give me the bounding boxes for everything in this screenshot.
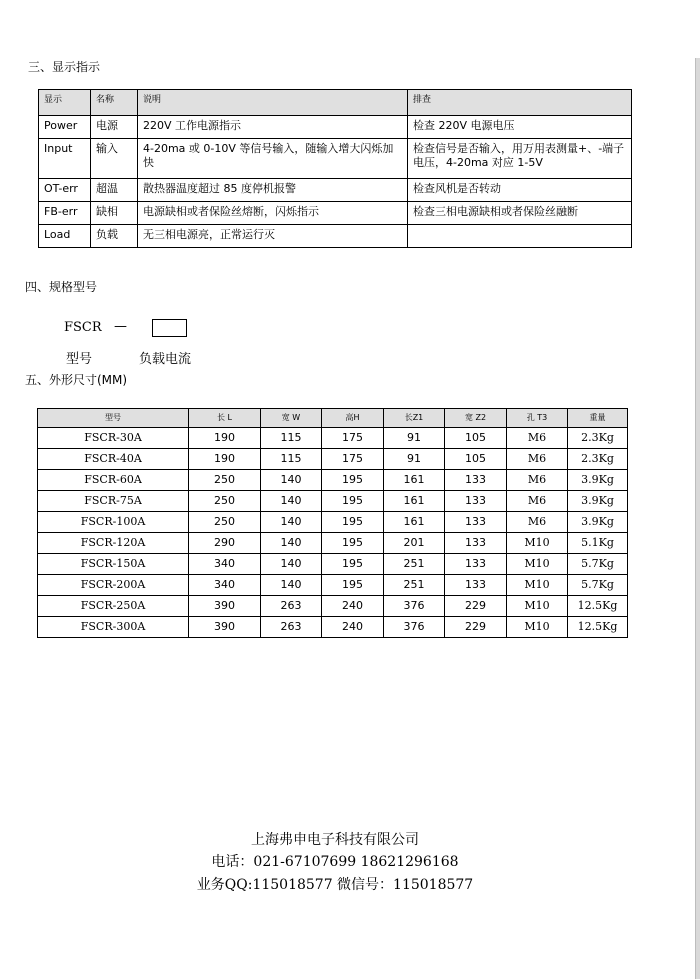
table-cell: FSCR-150A (38, 554, 189, 575)
table-cell: 3.9Kg (568, 491, 628, 512)
table-cell: FSCR-250A (38, 596, 189, 617)
table-row (39, 116, 632, 139)
table-cell: 190 (189, 428, 261, 449)
header-cell: 说明 (138, 90, 408, 116)
table-cell: M10 (507, 554, 568, 575)
table-cell: 12.5Kg (568, 617, 628, 638)
table-cell: M10 (507, 617, 568, 638)
table-cell: 133 (445, 575, 507, 596)
table-cell: 175 (322, 428, 384, 449)
table-cell: 161 (384, 491, 445, 512)
table-cell: 检查信号是否输入，用万用表测量+、-端子电压，4-20ma 对应 1-5V (408, 139, 632, 179)
table-cell: 3.9Kg (568, 470, 628, 491)
table-cell: 133 (445, 470, 507, 491)
table-cell: 散热器温度超过 85 度停机报警 (138, 179, 408, 202)
header-cell: 孔 T3 (507, 409, 568, 428)
table-cell: FSCR-75A (38, 491, 189, 512)
table-row (38, 428, 628, 449)
table-cell: 2.3Kg (568, 449, 628, 470)
table-cell: 5.1Kg (568, 533, 628, 554)
table-cell: 229 (445, 617, 507, 638)
table-cell: 390 (189, 596, 261, 617)
table-cell: 检查三相电源缺相或者保险丝融断 (408, 202, 632, 225)
table-cell: 91 (384, 449, 445, 470)
model-code: FSCR (64, 320, 102, 335)
table-cell: 251 (384, 554, 445, 575)
table-cell: 电源缺相或者保险丝熔断，闪烁指示 (138, 202, 408, 225)
table-cell: 250 (189, 491, 261, 512)
table-cell: 161 (384, 470, 445, 491)
table-row (39, 179, 632, 202)
table-cell: 缺相 (91, 202, 138, 225)
header-cell: 宽 W (261, 409, 322, 428)
table-cell: 140 (261, 491, 322, 512)
table-cell: M6 (507, 491, 568, 512)
table-cell: 105 (445, 449, 507, 470)
table-cell: 133 (445, 533, 507, 554)
section-model-heading: 四、规格型号 (25, 280, 98, 294)
table-row (39, 139, 632, 179)
table-cell: 115 (261, 449, 322, 470)
table-cell: 250 (189, 512, 261, 533)
table-cell: 175 (322, 449, 384, 470)
table-cell: 140 (261, 512, 322, 533)
table-cell: 263 (261, 596, 322, 617)
table-cell: Power (39, 116, 91, 139)
table-cell: 195 (322, 533, 384, 554)
table-cell: 229 (445, 596, 507, 617)
table-cell: 负载 (91, 225, 138, 248)
table-cell: 91 (384, 428, 445, 449)
table-cell: 105 (445, 428, 507, 449)
table-cell: 超温 (91, 179, 138, 202)
display-table (38, 89, 632, 248)
table-cell: FSCR-100A (38, 512, 189, 533)
header-cell: 高H (322, 409, 384, 428)
table-cell: 240 (322, 617, 384, 638)
table-cell: 133 (445, 554, 507, 575)
table-row (39, 202, 632, 225)
table-cell: 376 (384, 596, 445, 617)
table-cell: 340 (189, 575, 261, 596)
model-type-label: 型号 (66, 352, 93, 367)
header-cell: 显示 (39, 90, 91, 116)
table-cell: 输入 (91, 139, 138, 179)
dimensions-table-header (38, 409, 628, 428)
contact-phone: 电话：021-67107699 18621296168 (211, 854, 459, 870)
section-dimensions-heading: 五、外形尺寸(MM) (25, 373, 128, 387)
table-cell: M6 (507, 470, 568, 491)
table-cell: 195 (322, 554, 384, 575)
table-cell: 195 (322, 575, 384, 596)
table-cell: FSCR-200A (38, 575, 189, 596)
table-cell: 195 (322, 470, 384, 491)
header-cell: 型号 (38, 409, 189, 428)
table-cell: 140 (261, 533, 322, 554)
table-cell: 376 (384, 617, 445, 638)
table-cell: M10 (507, 596, 568, 617)
table-row (38, 596, 628, 617)
table-cell: 340 (189, 554, 261, 575)
table-cell: Input (39, 139, 91, 179)
table-row (38, 449, 628, 470)
table-cell: OT-err (39, 179, 91, 202)
table-cell: 133 (445, 512, 507, 533)
table-cell (408, 225, 632, 248)
table-cell: FSCR-60A (38, 470, 189, 491)
table-cell: 250 (189, 470, 261, 491)
table-cell: 263 (261, 617, 322, 638)
table-cell: 220V 工作电源指示 (138, 116, 408, 139)
header-cell: 重量 (568, 409, 628, 428)
table-row (38, 617, 628, 638)
table-cell: 115 (261, 428, 322, 449)
header-cell: 长 L (189, 409, 261, 428)
table-cell: 12.5Kg (568, 596, 628, 617)
table-row (38, 575, 628, 596)
table-cell: 无三相电源亮，正常运行灭 (138, 225, 408, 248)
table-cell: 290 (189, 533, 261, 554)
table-cell: 检查风机是否转动 (408, 179, 632, 202)
header-cell: 排查 (408, 90, 632, 116)
table-cell: FSCR-120A (38, 533, 189, 554)
model-dash: — (114, 319, 127, 334)
table-cell: FSCR-300A (38, 617, 189, 638)
table-cell: FB-err (39, 202, 91, 225)
table-cell: 390 (189, 617, 261, 638)
table-cell: 161 (384, 512, 445, 533)
table-cell: FSCR-30A (38, 428, 189, 449)
table-cell: 201 (384, 533, 445, 554)
table-cell: M10 (507, 533, 568, 554)
header-cell: 长Z1 (384, 409, 445, 428)
table-cell: 195 (322, 512, 384, 533)
company-name: 上海弗申电子科技有限公司 (251, 832, 419, 848)
table-cell: 240 (322, 596, 384, 617)
table-cell: 140 (261, 554, 322, 575)
table-row (38, 512, 628, 533)
table-row (38, 491, 628, 512)
table-cell: M10 (507, 575, 568, 596)
table-cell: 5.7Kg (568, 554, 628, 575)
table-cell: 133 (445, 491, 507, 512)
header-cell: 名称 (91, 90, 138, 116)
table-cell: 140 (261, 575, 322, 596)
model-current-box (152, 319, 187, 337)
table-cell: 检查 220V 电源电压 (408, 116, 632, 139)
table-cell: M6 (507, 512, 568, 533)
section-display-heading: 三、显示指示 (28, 60, 101, 74)
table-cell: 3.9Kg (568, 512, 628, 533)
page-edge (695, 58, 700, 979)
table-cell: 电源 (91, 116, 138, 139)
table-cell: M6 (507, 449, 568, 470)
table-cell: 4-20ma 或 0-10V 等信号输入，随输入增大闪烁加快 (138, 139, 408, 179)
table-cell: M6 (507, 428, 568, 449)
table-row (39, 225, 632, 248)
table-cell: FSCR-40A (38, 449, 189, 470)
table-cell: 195 (322, 491, 384, 512)
model-current-label: 负载电流 (139, 352, 192, 367)
table-cell: 190 (189, 449, 261, 470)
contact-qq-wechat: 业务QQ:115018577 微信号：115018577 (196, 877, 474, 893)
table-row (38, 554, 628, 575)
table-cell: 251 (384, 575, 445, 596)
dimensions-table (37, 408, 628, 638)
table-cell: Load (39, 225, 91, 248)
table-cell: 5.7Kg (568, 575, 628, 596)
display-table-header (39, 90, 632, 116)
header-cell: 宽 Z2 (445, 409, 507, 428)
table-cell: 2.3Kg (568, 428, 628, 449)
table-row (38, 470, 628, 491)
table-row (38, 533, 628, 554)
table-cell: 140 (261, 470, 322, 491)
